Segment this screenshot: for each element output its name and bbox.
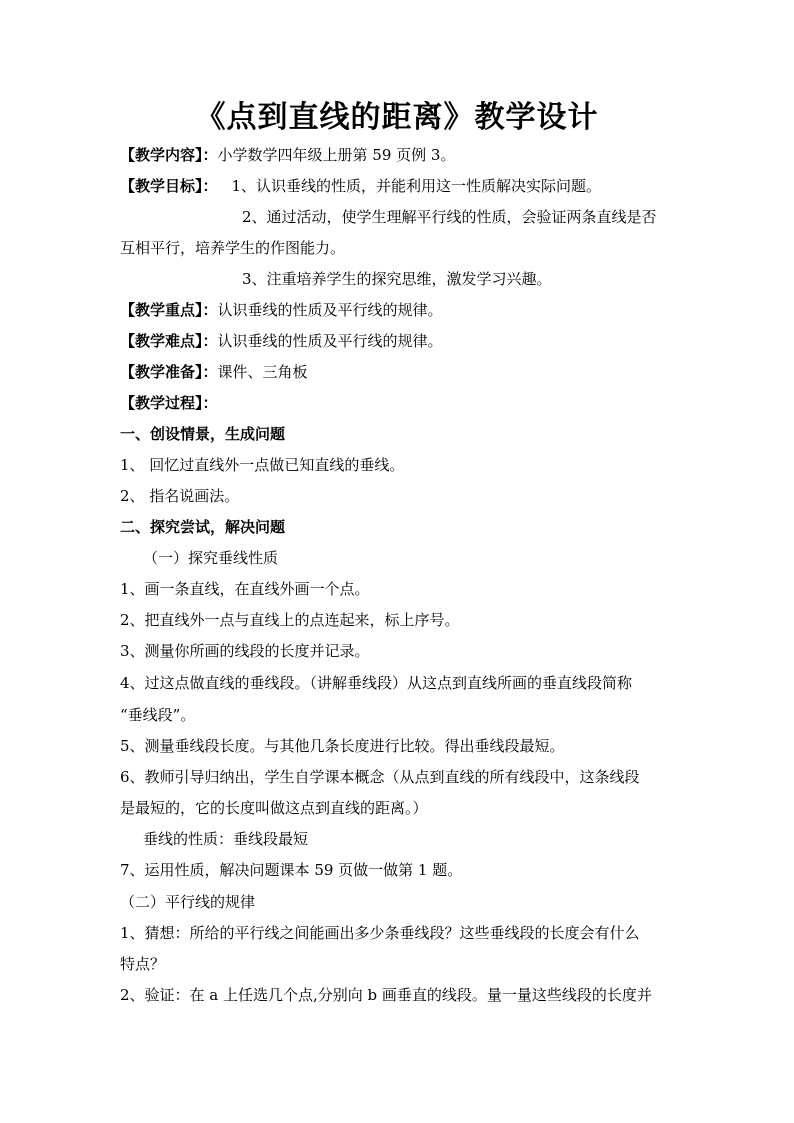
parallel-step-2: 2、验证：在 a 上任选几个点,分别向 b 画垂直的线段。量一量这些线段的长度并 <box>120 986 652 1004</box>
teaching-goals-line <box>120 176 601 196</box>
step-6-part-2: 是最短的，它的长度叫做这点到直线的距离。） <box>120 799 428 817</box>
step-1: 1、画一条直线，在直线外画一个点。 <box>120 580 370 598</box>
difficulty-text: 认识垂线的性质及平行线的规律。 <box>217 332 443 350</box>
section-1-heading: 一、创设情景，生成问题 <box>120 425 286 443</box>
teaching-content-text: 小学数学四年级上册第 59 页例 3。 <box>217 146 456 164</box>
section-1-item-2: 2、 指名说画法。 <box>120 487 240 505</box>
teaching-goals-label: 【教学目标】： <box>120 177 218 195</box>
teaching-content-label: 【教学内容】： <box>120 146 218 164</box>
teaching-content-line <box>120 145 455 165</box>
step-4-part-1: 4、过这点做直线的垂线段。（讲解垂线段）从这点到直线所画的垂直线段简称 <box>120 674 633 692</box>
section-1-item-1: 1、 回忆过直线外一点做已知直线的垂线。 <box>120 456 405 474</box>
step-7: 7、运用性质，解决问题课本 59 页做一做第 1 题。 <box>120 861 463 879</box>
preparation-text: 课件、三角板 <box>217 363 308 381</box>
goal-1: 1、认识垂线的性质，并能利用这一性质解决实际问题。 <box>231 177 602 195</box>
goal-2-part-1: 2、通过活动，使学生理解平行线的性质，会验证两条直线是否 <box>242 208 657 226</box>
key-points-line <box>120 300 443 320</box>
step-3: 3、测量你所画的线段的长度并记录。 <box>120 642 370 660</box>
parallel-step-1-part-2: 特点？ <box>120 955 166 973</box>
preparation-label: 【教学准备】： <box>120 363 218 381</box>
perpendicular-property: 垂线的性质：垂线段最短 <box>143 830 309 848</box>
goal-3: 3、注重培养学生的探究思维，激发学习兴趣。 <box>242 270 552 288</box>
key-points-label: 【教学重点】： <box>120 301 218 319</box>
step-4-part-2: “垂线段”。 <box>120 706 196 724</box>
difficulty-line <box>120 331 443 351</box>
section-2-heading: 二、探究尝试，解决问题 <box>120 518 286 536</box>
key-points-text: 认识垂线的性质及平行线的规律。 <box>217 301 443 319</box>
page-title: 《点到直线的距离》教学设计 <box>195 100 599 135</box>
process-label: 【教学过程】： <box>120 394 218 412</box>
difficulty-label: 【教学难点】： <box>120 332 218 350</box>
parallel-step-1-part-1: 1、猜想：所给的平行线之间能画出多少条垂线段？这些垂线段的长度会有什么 <box>120 924 640 942</box>
step-2: 2、把直线外一点与直线上的点连起来，标上序号。 <box>120 611 460 629</box>
subsection-1-heading: （一）探究垂线性质 <box>143 549 279 567</box>
preparation-line <box>120 362 308 382</box>
step-6-part-1: 6、教师引导归纳出，学生自学课本概念（从点到直线的所有线段中，这条线段 <box>120 768 640 786</box>
step-5: 5、测量垂线段长度。与其他几条长度进行比较。得出垂线段最短。 <box>120 737 565 755</box>
goal-2-part-2: 互相平行，培养学生的作图能力。 <box>120 239 346 257</box>
subsection-2-heading: （二）平行线的规律 <box>120 893 256 911</box>
